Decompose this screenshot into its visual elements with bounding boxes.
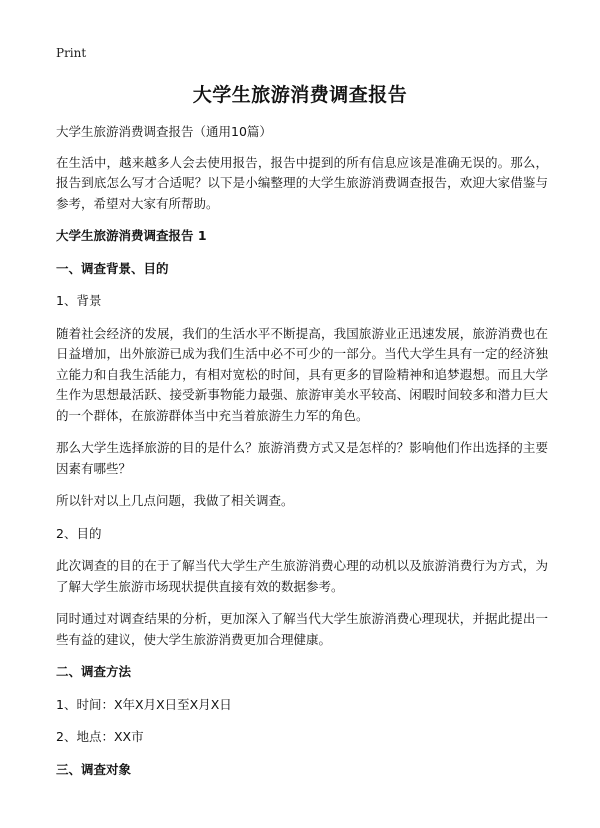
method-place: 2、地点：XX市: [56, 729, 144, 744]
method-time: 1、时间：X年X月X日至X月X日: [56, 696, 232, 712]
report-heading: 大学生旅游消费调查报告 1: [56, 228, 207, 243]
intro-paragraph: 在生活中，越来越多人会去使用报告，报告中提到的所有信息应该是准确无误的。那么，报告到底怎么写才合适呢？以下是小编整理的大学生旅游消费调查报告，欢迎大家借鉴与参考，希望对大家有所帮助。: [56, 154, 548, 211]
paragraph-purpose-1: 此次调查的目的在于了解当代大学生产生旅游消费心理的动机以及旅游消费行为方式，为了解大学生旅游市场现状提供直接有效的数据参考。: [56, 558, 548, 594]
section-heading-method: 二、调查方法: [56, 664, 132, 679]
section-heading-background: 一、调查背景、目的: [56, 260, 169, 276]
document-subtitle: 大学生旅游消费调查报告（通用10篇）: [56, 124, 272, 139]
paragraph-question: 那么大学生选择旅游的目的是什么？旅游消费方式又是怎样的？影响他们作出选择的主要因素有哪些？: [56, 440, 548, 476]
subsection-heading-background: 1、背景: [56, 293, 102, 308]
paragraph-background: 随着社会经济的发展，我们的生活水平不断提高，我国旅游业正迅速发展，旅游消费也在日益增加，出外旅游已成为我们生活中必不可少的一部分。当代大学生具有一定的经济独立能力和自我生活能力，有相对宽松的时间，具有更多的冒险精神和追梦遐想。而且大学生作为思想最活跃、接受新事物能力最强、旅游审美水平较高、闲暇时间较多和潜力巨大的一个群体，在旅游群体当中充当着旅游生力军的角色。: [56, 325, 548, 423]
paragraph-survey: 所以针对以上几点问题，我做了相关调查。: [56, 493, 294, 508]
paragraph-purpose-2: 同时通过对调查结果的分析，更加深入了解当代大学生旅游消费心理现状，并据此提出一些有益的建议，使大学生旅游消费更加合理健康。: [56, 611, 548, 647]
print-link[interactable]: Print: [56, 46, 87, 60]
subsection-heading-purpose: 2、目的: [56, 525, 102, 541]
document-body: [56, 122, 548, 792]
section-heading-subjects: 三、调查对象: [56, 761, 132, 777]
page-title: 大学生旅游消费调查报告: [192, 84, 408, 106]
